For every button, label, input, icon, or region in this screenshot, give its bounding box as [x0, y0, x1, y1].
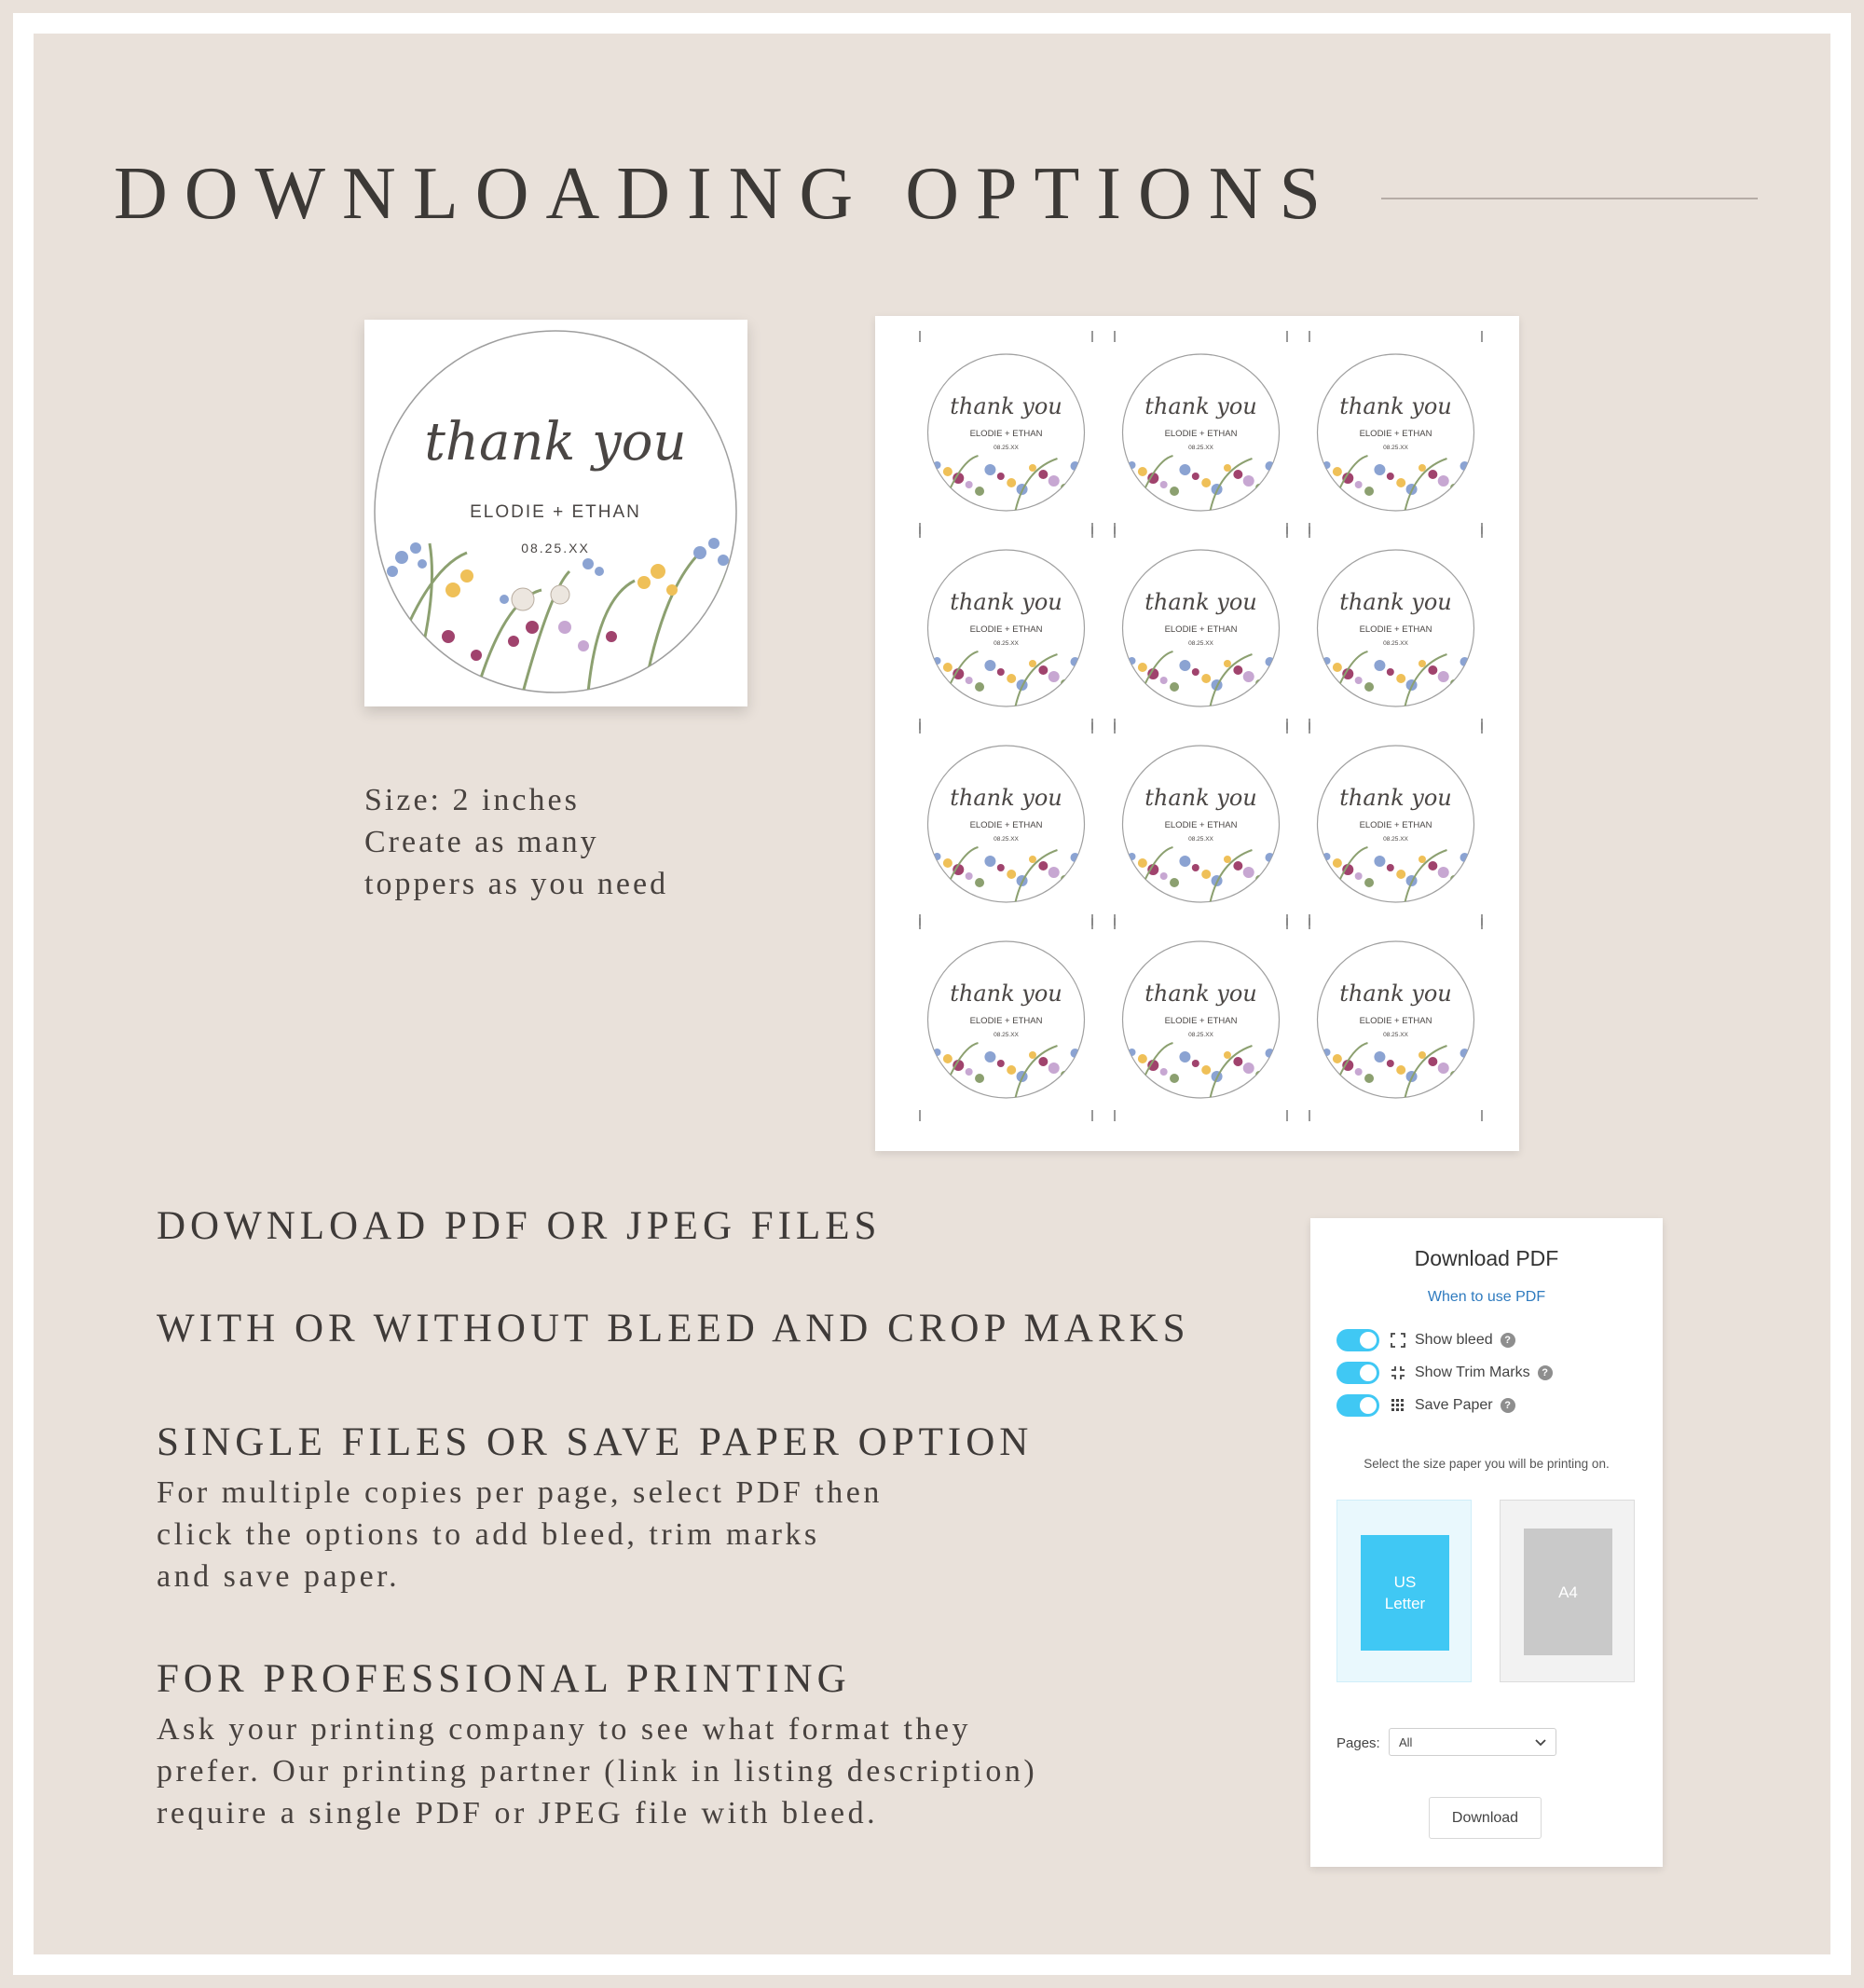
heading-bleed-crop: WITH OR WITHOUT BLEED AND CROP MARKS: [157, 1307, 1190, 1350]
sticker-date: 08.25.XX: [1383, 640, 1408, 647]
script-title: thank you: [424, 412, 687, 473]
sticker-script-text: thank you: [1144, 589, 1257, 615]
sticker-names: ELODIE + ETHAN: [1164, 624, 1238, 635]
show-bleed-label: Show bleed: [1415, 1332, 1493, 1348]
paper-option-us-letter[interactable]: [1336, 1500, 1472, 1682]
sticker-date: 08.25.XX: [1383, 445, 1408, 451]
sticker-script-text: thank you: [950, 393, 1062, 419]
sticker-artwork: [364, 320, 747, 706]
print-sheet-preview: [875, 316, 1519, 1151]
sticker-script-text: thank you: [1339, 980, 1452, 1007]
sticker-script-text: thank you: [950, 589, 1062, 615]
paper-label: US: [1393, 1573, 1417, 1591]
sticker-date: 08.25.XX: [1188, 836, 1213, 843]
sheet-sticker: [1115, 331, 1287, 534]
sticker-script-text: thank you: [950, 980, 1062, 1007]
event-date: 08.25.XX: [521, 541, 590, 555]
sticker-names: ELODIE + ETHAN: [1359, 1016, 1432, 1026]
paper-size-prompt: Select the size paper you will be printing on.: [1364, 1457, 1610, 1471]
sticker-sheet: [875, 316, 1519, 1151]
sticker-script-text: thank you: [1339, 589, 1452, 615]
couple-names: ELODIE + ETHAN: [470, 502, 641, 522]
option-show-bleed: [1336, 1328, 1515, 1352]
paper-label: Letter: [1384, 1595, 1426, 1612]
body-line: Ask your printing company to see what format they: [157, 1712, 972, 1747]
show-trim-marks-label: Show Trim Marks: [1415, 1364, 1530, 1380]
sticker-names: ELODIE + ETHAN: [1359, 624, 1432, 635]
help-icon[interactable]: ?: [1501, 1333, 1515, 1348]
sticker-names: ELODIE + ETHAN: [969, 624, 1043, 635]
download-pdf-panel: [1310, 1218, 1663, 1867]
body-line: click the options to add bleed, trim marks: [157, 1517, 820, 1552]
heading-save-paper: SINGLE FILES OR SAVE PAPER OPTION: [157, 1420, 1034, 1464]
sticker-date: 08.25.XX: [1188, 1032, 1213, 1038]
sticker-date: 08.25.XX: [1383, 1032, 1408, 1038]
professional-printing-description: [157, 1708, 1037, 1834]
sticker-names: ELODIE + ETHAN: [969, 820, 1043, 830]
sticker-names: ELODIE + ETHAN: [969, 429, 1043, 439]
size-line: Size: 2 inches: [364, 783, 580, 817]
download-button[interactable]: Download: [1429, 1797, 1542, 1839]
sticker-script-text: thank you: [1339, 785, 1452, 811]
help-icon[interactable]: ?: [1501, 1398, 1515, 1413]
body-line: require a single PDF or JPEG file with bleed.: [157, 1796, 879, 1830]
sheet-sticker: [1115, 918, 1287, 1121]
option-save-paper: [1336, 1393, 1515, 1418]
body-line: prefer. Our printing partner (link in listing description): [157, 1754, 1038, 1789]
sheet-sticker: [920, 527, 1092, 730]
sheet-sticker: [920, 722, 1092, 925]
paper-label: A4: [1558, 1583, 1578, 1601]
sticker-names: ELODIE + ETHAN: [1164, 1016, 1238, 1026]
heading-download-formats: DOWNLOAD PDF OR JPEG FILES: [157, 1204, 882, 1248]
pages-select-value: All: [1399, 1734, 1413, 1749]
size-description: [364, 779, 668, 905]
sticker-script-text: thank you: [1339, 393, 1452, 419]
heading-professional-printing: FOR PROFESSIONAL PRINTING: [157, 1657, 851, 1701]
size-line: Create as many: [364, 825, 599, 859]
panel-title: Download PDF: [1414, 1246, 1559, 1270]
bleed-icon: [1389, 1331, 1407, 1350]
sticker-date: 08.25.XX: [1188, 640, 1213, 647]
sticker-script-text: thank you: [1144, 785, 1257, 811]
sticker-names: ELODIE + ETHAN: [1164, 820, 1238, 830]
sheet-sticker: [1309, 331, 1482, 534]
save-paper-label: Save Paper: [1415, 1397, 1493, 1413]
body-line: and save paper.: [157, 1559, 401, 1594]
sticker-names: ELODIE + ETHAN: [1164, 429, 1238, 439]
sticker-names: ELODIE + ETHAN: [969, 1016, 1043, 1026]
sheet-sticker: [1309, 722, 1482, 925]
sheet-sticker: [1309, 527, 1482, 730]
sticker-date: 08.25.XX: [994, 445, 1019, 451]
sticker-date: 08.25.XX: [1188, 445, 1213, 451]
help-icon[interactable]: ?: [1538, 1365, 1553, 1380]
sticker-script-text: thank you: [950, 785, 1062, 811]
option-show-trim-marks: [1336, 1361, 1553, 1385]
sticker-date: 08.25.XX: [1383, 836, 1408, 843]
body-line: For multiple copies per page, select PDF then: [157, 1475, 883, 1510]
sticker-script-text: thank you: [1144, 393, 1257, 419]
sheet-sticker: [920, 918, 1092, 1121]
show-trim-marks-toggle[interactable]: [1336, 1362, 1379, 1384]
us-letter-thumbnail: [1361, 1535, 1449, 1651]
chevron-down-icon: [1535, 1735, 1546, 1749]
save-paper-description: [157, 1472, 883, 1597]
sticker-date: 08.25.XX: [994, 836, 1019, 843]
sticker-script-text: thank you: [1144, 980, 1257, 1007]
pages-label: Pages:: [1336, 1735, 1380, 1751]
size-line: toppers as you need: [364, 867, 669, 901]
sheet-sticker: [920, 331, 1092, 534]
sheet-sticker: [1309, 918, 1482, 1121]
pages-select[interactable]: [1389, 1728, 1556, 1756]
save-paper-grid-icon: [1389, 1396, 1407, 1415]
page-title: DOWNLOADING OPTIONS: [114, 153, 1338, 235]
sheet-sticker: [1115, 722, 1287, 925]
sticker-date: 08.25.XX: [994, 1032, 1019, 1038]
paper-option-a4[interactable]: [1500, 1500, 1635, 1682]
sheet-sticker: [1115, 527, 1287, 730]
sticker-names: ELODIE + ETHAN: [1359, 429, 1432, 439]
sticker-date: 08.25.XX: [994, 640, 1019, 647]
sticker-names: ELODIE + ETHAN: [1359, 820, 1432, 830]
sticker-preview: [364, 320, 747, 706]
save-paper-toggle[interactable]: [1336, 1394, 1379, 1417]
title-divider: [1381, 198, 1758, 199]
trim-marks-icon: [1389, 1364, 1407, 1382]
show-bleed-toggle[interactable]: [1336, 1329, 1379, 1351]
when-to-use-pdf-link[interactable]: When to use PDF: [1427, 1289, 1546, 1305]
a4-thumbnail: [1524, 1529, 1612, 1655]
